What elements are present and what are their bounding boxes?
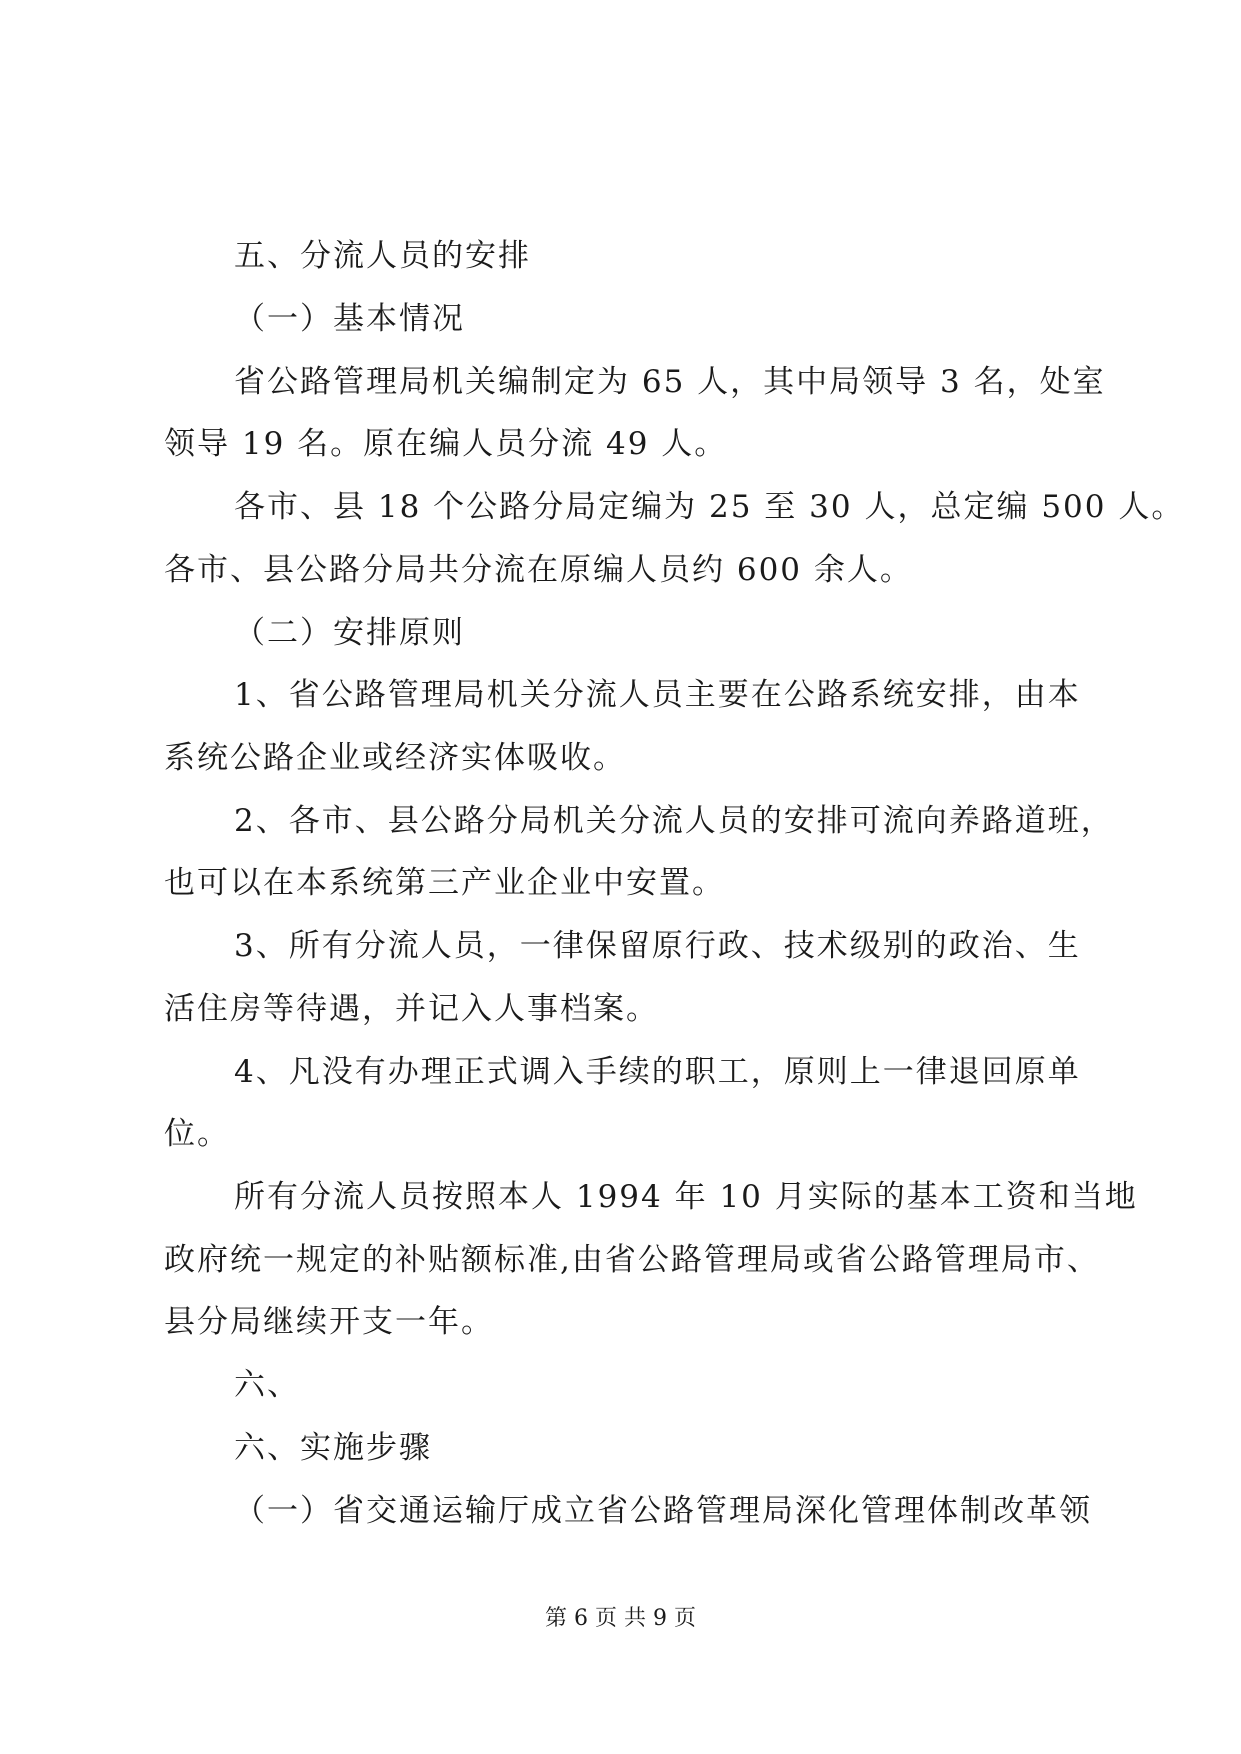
subheading-arrangement-principles: （二）安排原则 — [234, 615, 465, 651]
paragraph-line: 各市、县公路分局共分流在原编人员约 600 余人。 — [164, 552, 913, 588]
paragraph-line: 所有分流人员按照本人 1994 年 10 月实际的基本工资和当地 — [234, 1179, 1138, 1215]
paragraph-line: （一）省交通运输厅成立省公路管理局深化管理体制改革领 — [234, 1493, 1092, 1529]
paragraph-line: 4、凡没有办理正式调入手续的职工，原则上一律退回原单 — [234, 1054, 1081, 1090]
paragraph-line: 各市、县 18 个公路分局定编为 25 至 30 人，总定编 500 人。 — [234, 489, 1185, 525]
paragraph-line: 系统公路企业或经济实体吸收。 — [164, 740, 626, 776]
section-heading-6: 六、实施步骤 — [234, 1430, 432, 1466]
page-footer: 第 6 页 共 9 页 — [545, 1606, 696, 1631]
paragraph-line: 3、所有分流人员，一律保留原行政、技术级别的政治、生 — [234, 928, 1081, 964]
paragraph-line: 1、省公路管理局机关分流人员主要在公路系统安排，由本 — [234, 677, 1081, 713]
paragraph-line: 政府统一规定的补贴额标准,由省公路管理局或省公路管理局市、 — [164, 1242, 1100, 1278]
paragraph-line: 县分局继续开支一年。 — [164, 1304, 494, 1340]
paragraph-line: 2、各市、县公路分局机关分流人员的安排可流向养路道班， — [234, 803, 1114, 839]
paragraph-line: 省公路管理局机关编制定为 65 人，其中局领导 3 名，处室 — [234, 364, 1106, 400]
paragraph-line: 位。 — [164, 1116, 230, 1152]
subheading-basic-situation: （一）基本情况 — [234, 301, 465, 337]
paragraph-line: 也可以在本系统第三产业企业中安置。 — [164, 865, 725, 901]
section-heading-6-fragment: 六、 — [234, 1367, 300, 1403]
section-heading-5: 五、分流人员的安排 — [234, 238, 531, 274]
paragraph-line: 领导 19 名。原在编人员分流 49 人。 — [164, 426, 728, 462]
paragraph-line: 活住房等待遇，并记入人事档案。 — [164, 991, 659, 1027]
